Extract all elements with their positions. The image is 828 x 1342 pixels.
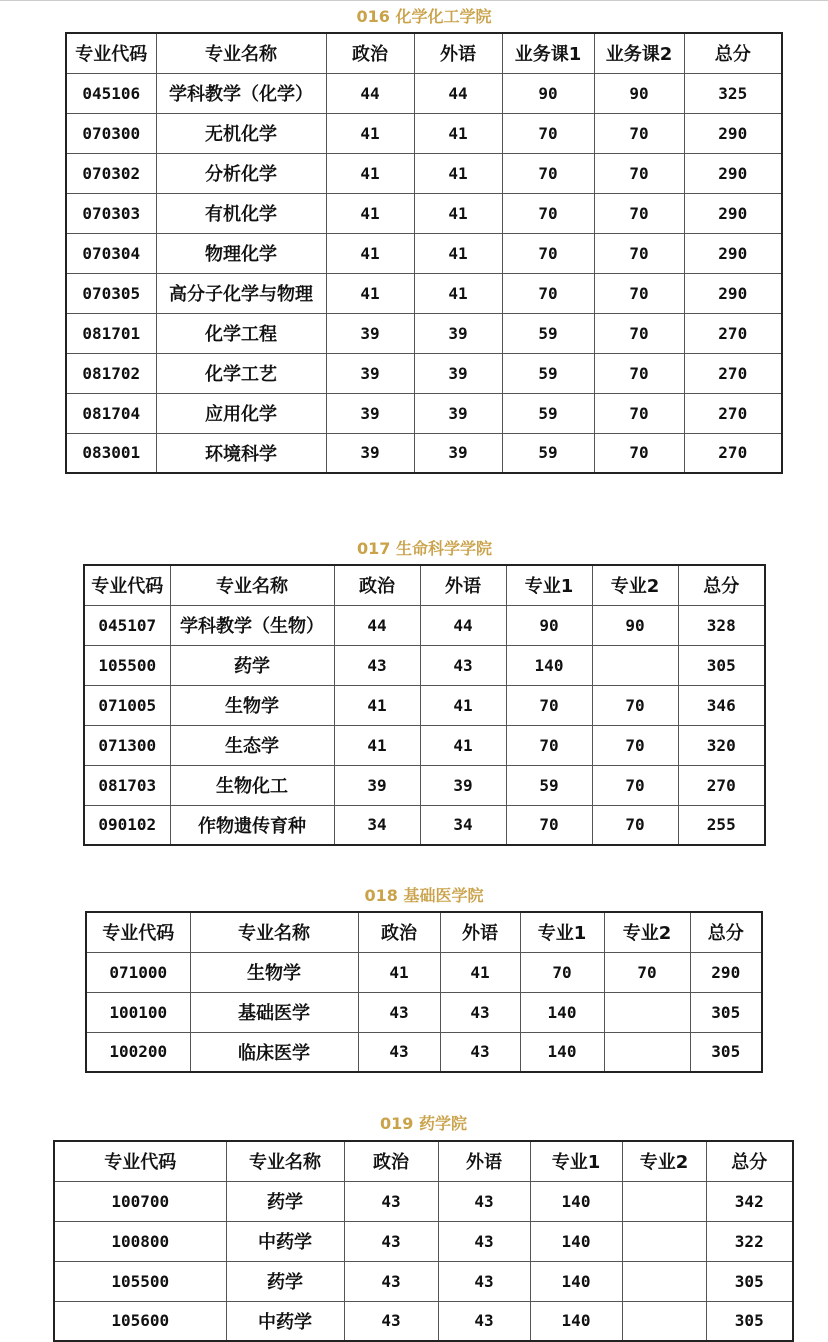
column-header: 外语 (438, 1141, 530, 1181)
column-header: 外语 (414, 33, 502, 73)
score-cell: 140 (520, 992, 604, 1032)
table-row (66, 393, 782, 433)
score-cell: 70 (594, 233, 684, 273)
score-cell: 39 (414, 313, 502, 353)
score-cell: 255 (678, 805, 765, 845)
score-cell: 43 (440, 992, 520, 1032)
header-row (66, 33, 782, 73)
score-cell: 70 (604, 952, 690, 992)
major-code-cell: 090102 (84, 805, 170, 845)
column-header: 政治 (358, 912, 440, 952)
score-cell: 39 (420, 765, 506, 805)
score-cell: 270 (684, 433, 782, 473)
column-header: 政治 (334, 565, 420, 605)
major-code-cell: 045107 (84, 605, 170, 645)
score-cell: 39 (326, 353, 414, 393)
score-cell: 43 (358, 1032, 440, 1072)
section-017 (83, 538, 766, 843)
table-row (54, 1181, 793, 1221)
major-code-cell: 070300 (66, 113, 156, 153)
major-name-cell: 应用化学 (156, 393, 326, 433)
score-cell: 290 (690, 952, 762, 992)
score-cell: 70 (592, 805, 678, 845)
score-cell: 290 (684, 233, 782, 273)
score-table (85, 911, 763, 1073)
score-cell: 70 (502, 153, 594, 193)
table-row (66, 233, 782, 273)
score-cell: 41 (334, 725, 420, 765)
column-header: 总分 (690, 912, 762, 952)
score-cell: 270 (684, 313, 782, 353)
major-code-cell: 045106 (66, 73, 156, 113)
major-code-cell: 105500 (84, 645, 170, 685)
score-cell: 41 (358, 952, 440, 992)
section-018 (85, 885, 763, 1075)
table-row (86, 1032, 762, 1072)
major-name-cell: 中药学 (226, 1301, 344, 1341)
score-cell: 43 (334, 645, 420, 685)
score-cell (622, 1181, 706, 1221)
major-name-cell: 物理化学 (156, 233, 326, 273)
column-header: 专业代码 (86, 912, 190, 952)
table-row (86, 952, 762, 992)
table-row (66, 73, 782, 113)
column-header: 专业代码 (84, 565, 170, 605)
column-header: 业务课1 (502, 33, 594, 73)
score-cell: 43 (438, 1181, 530, 1221)
score-cell (604, 992, 690, 1032)
section-title: 016 化学化工学院 (356, 7, 492, 26)
major-name-cell: 药学 (170, 645, 334, 685)
score-cell: 320 (678, 725, 765, 765)
table-row (66, 313, 782, 353)
score-cell: 140 (530, 1181, 622, 1221)
score-cell: 43 (440, 1032, 520, 1072)
major-name-cell: 生物化工 (170, 765, 334, 805)
column-header: 专业名称 (190, 912, 358, 952)
score-cell: 290 (684, 113, 782, 153)
score-cell: 70 (502, 233, 594, 273)
score-cell: 41 (334, 685, 420, 725)
score-cell: 44 (334, 605, 420, 645)
table-row (84, 725, 765, 765)
score-cell: 41 (414, 113, 502, 153)
table-row (54, 1261, 793, 1301)
major-code-cell: 100800 (54, 1221, 226, 1261)
table-row (66, 113, 782, 153)
score-table (53, 1140, 794, 1342)
major-code-cell: 070303 (66, 193, 156, 233)
score-cell: 70 (502, 113, 594, 153)
score-cell: 70 (506, 805, 592, 845)
table-row (54, 1221, 793, 1261)
major-name-cell: 作物遗传育种 (170, 805, 334, 845)
table-row (66, 433, 782, 473)
score-cell: 328 (678, 605, 765, 645)
header-row (86, 912, 762, 952)
score-cell: 41 (326, 193, 414, 233)
score-table (83, 564, 766, 846)
score-cell (592, 645, 678, 685)
score-cell: 346 (678, 685, 765, 725)
column-header: 专业2 (604, 912, 690, 952)
score-cell: 270 (678, 765, 765, 805)
score-cell: 322 (706, 1221, 793, 1261)
score-cell: 39 (326, 313, 414, 353)
major-name-cell: 高分子化学与物理 (156, 273, 326, 313)
score-cell: 140 (530, 1261, 622, 1301)
major-name-cell: 中药学 (226, 1221, 344, 1261)
major-code-cell: 100700 (54, 1181, 226, 1221)
score-cell: 59 (502, 393, 594, 433)
column-header: 政治 (326, 33, 414, 73)
score-cell: 41 (326, 273, 414, 313)
major-code-cell: 071000 (86, 952, 190, 992)
score-cell: 90 (594, 73, 684, 113)
score-cell: 70 (594, 353, 684, 393)
major-name-cell: 无机化学 (156, 113, 326, 153)
score-cell (622, 1301, 706, 1341)
column-header: 专业代码 (66, 33, 156, 73)
major-code-cell: 105500 (54, 1261, 226, 1301)
score-cell: 43 (438, 1301, 530, 1341)
column-header: 专业2 (592, 565, 678, 605)
score-cell: 44 (414, 73, 502, 113)
score-cell: 41 (414, 273, 502, 313)
score-cell: 70 (594, 193, 684, 233)
score-cell: 70 (592, 685, 678, 725)
major-name-cell: 生物学 (170, 685, 334, 725)
score-cell: 59 (502, 433, 594, 473)
score-cell: 70 (506, 685, 592, 725)
score-cell: 39 (414, 433, 502, 473)
column-header: 外语 (440, 912, 520, 952)
major-code-cell: 081704 (66, 393, 156, 433)
score-cell (622, 1261, 706, 1301)
score-cell: 140 (530, 1221, 622, 1261)
column-header: 专业代码 (54, 1141, 226, 1181)
score-cell: 43 (420, 645, 506, 685)
score-cell: 59 (506, 765, 592, 805)
column-header: 业务课2 (594, 33, 684, 73)
header-row (84, 565, 765, 605)
major-code-cell: 100200 (86, 1032, 190, 1072)
score-cell: 90 (506, 605, 592, 645)
score-cell: 39 (414, 393, 502, 433)
table-row (54, 1301, 793, 1341)
score-cell: 70 (594, 273, 684, 313)
major-name-cell: 环境科学 (156, 433, 326, 473)
column-header: 总分 (684, 33, 782, 73)
major-code-cell: 070304 (66, 233, 156, 273)
table-row (84, 765, 765, 805)
score-cell: 39 (326, 393, 414, 433)
score-cell: 39 (334, 765, 420, 805)
score-cell: 70 (594, 153, 684, 193)
score-cell: 342 (706, 1181, 793, 1221)
score-cell: 290 (684, 273, 782, 313)
score-cell: 305 (690, 992, 762, 1032)
major-code-cell: 070305 (66, 273, 156, 313)
score-cell: 70 (594, 433, 684, 473)
column-header: 专业名称 (226, 1141, 344, 1181)
score-cell: 41 (420, 725, 506, 765)
score-cell: 39 (326, 433, 414, 473)
major-code-cell: 081703 (84, 765, 170, 805)
major-name-cell: 有机化学 (156, 193, 326, 233)
score-cell: 41 (326, 113, 414, 153)
major-code-cell: 081701 (66, 313, 156, 353)
score-cell: 305 (678, 645, 765, 685)
section-019 (53, 1113, 794, 1338)
top-divider (0, 0, 828, 1)
major-code-cell: 081702 (66, 353, 156, 393)
major-name-cell: 基础医学 (190, 992, 358, 1032)
table-row (66, 193, 782, 233)
major-name-cell: 分析化学 (156, 153, 326, 193)
table-row (66, 153, 782, 193)
table-row (84, 805, 765, 845)
score-cell: 90 (592, 605, 678, 645)
score-cell: 305 (706, 1261, 793, 1301)
score-cell: 43 (344, 1181, 438, 1221)
score-cell: 70 (502, 273, 594, 313)
score-cell: 70 (520, 952, 604, 992)
score-cell: 70 (506, 725, 592, 765)
major-code-cell: 070302 (66, 153, 156, 193)
score-cell: 70 (594, 113, 684, 153)
major-code-cell: 100100 (86, 992, 190, 1032)
score-cell: 43 (344, 1221, 438, 1261)
column-header: 专业名称 (170, 565, 334, 605)
major-name-cell: 药学 (226, 1181, 344, 1221)
score-cell: 140 (520, 1032, 604, 1072)
score-cell (622, 1221, 706, 1261)
score-cell: 43 (358, 992, 440, 1032)
major-name-cell: 学科教学（化学） (156, 73, 326, 113)
score-cell: 305 (690, 1032, 762, 1072)
score-cell: 41 (326, 153, 414, 193)
score-cell: 59 (502, 353, 594, 393)
score-cell: 70 (594, 313, 684, 353)
column-header: 专业1 (520, 912, 604, 952)
major-name-cell: 临床医学 (190, 1032, 358, 1072)
column-header: 总分 (678, 565, 765, 605)
score-cell: 41 (420, 685, 506, 725)
column-header: 专业2 (622, 1141, 706, 1181)
section-title: 017 生命科学学院 (357, 539, 492, 558)
major-name-cell: 化学工程 (156, 313, 326, 353)
score-cell: 41 (414, 153, 502, 193)
score-cell (604, 1032, 690, 1072)
score-cell: 41 (414, 193, 502, 233)
score-cell: 140 (506, 645, 592, 685)
column-header: 专业1 (506, 565, 592, 605)
score-cell: 41 (414, 233, 502, 273)
table-row (84, 605, 765, 645)
table-row (84, 685, 765, 725)
major-code-cell: 105600 (54, 1301, 226, 1341)
column-header: 政治 (344, 1141, 438, 1181)
score-cell: 270 (684, 393, 782, 433)
score-cell: 39 (414, 353, 502, 393)
table-row (66, 273, 782, 313)
column-header: 专业1 (530, 1141, 622, 1181)
table-row (84, 645, 765, 685)
major-name-cell: 学科教学（生物） (170, 605, 334, 645)
section-016 (65, 6, 783, 478)
score-cell: 34 (420, 805, 506, 845)
score-cell: 290 (684, 193, 782, 233)
major-name-cell: 生物学 (190, 952, 358, 992)
header-row (54, 1141, 793, 1181)
major-code-cell: 083001 (66, 433, 156, 473)
score-cell: 90 (502, 73, 594, 113)
major-name-cell: 化学工艺 (156, 353, 326, 393)
score-cell: 140 (530, 1301, 622, 1341)
score-cell: 59 (502, 313, 594, 353)
column-header: 专业名称 (156, 33, 326, 73)
section-title: 019 药学院 (380, 1114, 467, 1133)
score-cell: 70 (594, 393, 684, 433)
section-title: 018 基础医学院 (364, 886, 484, 905)
score-cell: 325 (684, 73, 782, 113)
score-cell: 34 (334, 805, 420, 845)
score-cell: 44 (420, 605, 506, 645)
score-cell: 70 (592, 765, 678, 805)
score-cell: 44 (326, 73, 414, 113)
score-cell: 43 (438, 1221, 530, 1261)
major-name-cell: 生态学 (170, 725, 334, 765)
score-table (65, 32, 783, 474)
column-header: 外语 (420, 565, 506, 605)
score-cell: 43 (344, 1261, 438, 1301)
score-cell: 290 (684, 153, 782, 193)
score-cell: 270 (684, 353, 782, 393)
major-name-cell: 药学 (226, 1261, 344, 1301)
score-cell: 41 (440, 952, 520, 992)
score-cell: 305 (706, 1301, 793, 1341)
table-row (86, 992, 762, 1032)
column-header: 总分 (706, 1141, 793, 1181)
score-cell: 70 (502, 193, 594, 233)
score-cell: 41 (326, 233, 414, 273)
table-row (66, 353, 782, 393)
major-code-cell: 071005 (84, 685, 170, 725)
score-cell: 43 (438, 1261, 530, 1301)
major-code-cell: 071300 (84, 725, 170, 765)
score-cell: 70 (592, 725, 678, 765)
score-cell: 43 (344, 1301, 438, 1341)
